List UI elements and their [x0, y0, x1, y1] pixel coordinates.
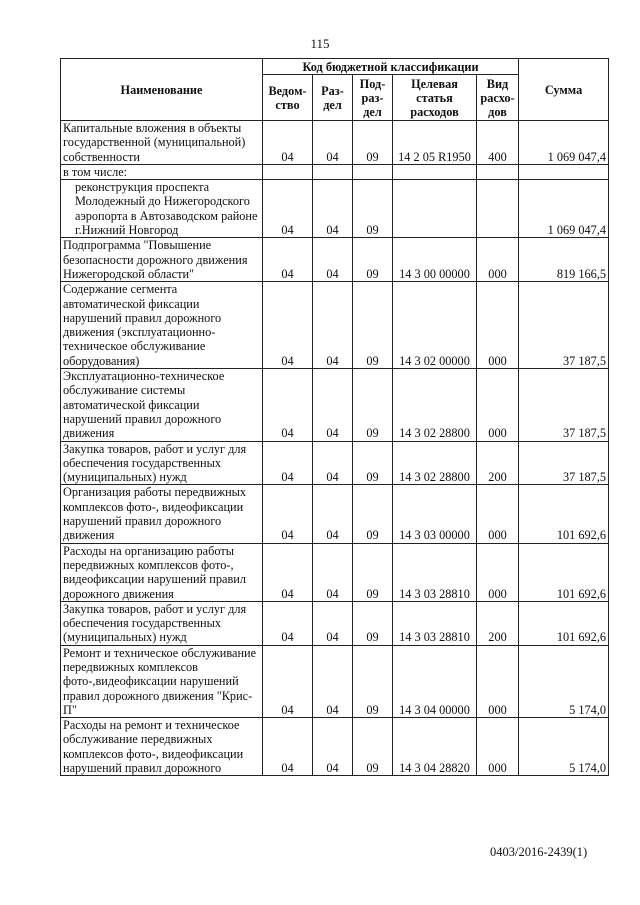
row-target-item: 14 2 05 R1950	[393, 121, 477, 165]
row-sum: 1 069 047,4	[519, 180, 609, 238]
row-section: 04	[313, 238, 353, 282]
row-name: Расходы на организацию работы передвижных комплексов фото-, видеофиксации нарушений правил дорожного движения	[61, 543, 263, 601]
row-department: 04	[263, 282, 313, 369]
row-department: 04	[263, 121, 313, 165]
row-subsection: 09	[353, 282, 393, 369]
table-row	[61, 238, 609, 282]
row-section: 04	[313, 543, 353, 601]
row-expense-type: 000	[477, 369, 519, 441]
table-row	[61, 369, 609, 441]
row-sum: 5 174,0	[519, 645, 609, 717]
row-expense-type: 000	[477, 282, 519, 369]
row-sum: 819 166,5	[519, 238, 609, 282]
header-sum: Сумма	[519, 59, 609, 121]
row-expense-type: 200	[477, 441, 519, 485]
row-sum: 37 187,5	[519, 441, 609, 485]
row-name: Расходы на ремонт и техническое обслуживание передвижных комплексов фото-, видеофиксации нарушений правил дорожного	[61, 718, 263, 776]
row-department: 04	[263, 601, 313, 645]
row-name: в том числе:	[61, 164, 263, 179]
row-target-item: 14 3 04 28820	[393, 718, 477, 776]
row-section: 04	[313, 601, 353, 645]
page-number: 115	[310, 36, 330, 51]
row-target-item: 14 3 03 28810	[393, 543, 477, 601]
row-section: 04	[313, 121, 353, 165]
row-expense-type: 000	[477, 543, 519, 601]
header-classification-code: Код бюджетной классификации	[263, 59, 519, 75]
table-row	[61, 441, 609, 485]
row-expense-type: 400	[477, 121, 519, 165]
row-target-item: 14 3 00 00000	[393, 238, 477, 282]
row-section: 04	[313, 718, 353, 776]
row-section	[313, 164, 353, 179]
table-row	[61, 164, 609, 179]
header-expense-type: Вид расхо-дов	[477, 75, 519, 121]
row-sum: 1 069 047,4	[519, 121, 609, 165]
budget-table	[60, 58, 609, 776]
header-subsection: Под-раз-дел	[353, 75, 393, 121]
document-number: 0403/2016-2439(1)	[490, 845, 588, 859]
row-section: 04	[313, 282, 353, 369]
row-sum: 101 692,6	[519, 485, 609, 543]
row-department: 04	[263, 485, 313, 543]
row-target-item: 14 3 02 28800	[393, 369, 477, 441]
row-subsection: 09	[353, 369, 393, 441]
table-row	[61, 121, 609, 165]
row-subsection: 09	[353, 601, 393, 645]
row-department: 04	[263, 441, 313, 485]
row-department	[263, 164, 313, 179]
row-section: 04	[313, 485, 353, 543]
row-expense-type: 000	[477, 238, 519, 282]
table-row	[61, 180, 609, 238]
header-name: Наименование	[61, 59, 263, 121]
row-department: 04	[263, 645, 313, 717]
row-subsection: 09	[353, 645, 393, 717]
row-expense-type: 000	[477, 718, 519, 776]
table-row	[61, 282, 609, 369]
row-department: 04	[263, 238, 313, 282]
row-subsection: 09	[353, 543, 393, 601]
row-section: 04	[313, 645, 353, 717]
row-department: 04	[263, 543, 313, 601]
header-department: Ведом-ство	[263, 75, 313, 121]
row-name: реконструкция проспекта Молодежный до Нижегородского аэропорта в Автозаводском районе г.Нижний Новгород	[61, 180, 263, 238]
row-expense-type	[477, 164, 519, 179]
row-name: Содержание сегмента автоматической фиксации нарушений правил дорожного движения (эксплуатационно-техническое обслуживание оборудования)	[61, 282, 263, 369]
row-target-item: 14 3 03 00000	[393, 485, 477, 543]
row-subsection: 09	[353, 121, 393, 165]
row-department: 04	[263, 718, 313, 776]
row-department: 04	[263, 369, 313, 441]
row-name: Подпрограмма "Повышение безопасности дорожного движения Нижегородской области"	[61, 238, 263, 282]
row-subsection: 09	[353, 238, 393, 282]
table-row	[61, 485, 609, 543]
row-section: 04	[313, 180, 353, 238]
row-subsection: 09	[353, 180, 393, 238]
row-target-item: 14 3 03 28810	[393, 601, 477, 645]
row-section: 04	[313, 369, 353, 441]
row-target-item: 14 3 04 00000	[393, 645, 477, 717]
row-section: 04	[313, 441, 353, 485]
row-name: Эксплуатационно-техническое обслуживание системы автоматической фиксации нарушений правил дорожного движения	[61, 369, 263, 441]
row-department: 04	[263, 180, 313, 238]
table-row	[61, 601, 609, 645]
row-name: Капитальные вложения в объекты государственной (муниципальной) собственности	[61, 121, 263, 165]
header-target-item: Целевая статья расходов	[393, 75, 477, 121]
row-target-item: 14 3 02 28800	[393, 441, 477, 485]
row-name: Ремонт и техническое обслуживание передвижных комплексов фото-,видеофиксации нарушений правил дорожного движения "Крис-П"	[61, 645, 263, 717]
row-expense-type: 000	[477, 485, 519, 543]
table-row	[61, 718, 609, 776]
row-target-item: 14 3 02 00000	[393, 282, 477, 369]
row-target-item	[393, 164, 477, 179]
row-name: Закупка товаров, работ и услуг для обеспечения государственных (муниципальных) нужд	[61, 601, 263, 645]
row-sum: 5 174,0	[519, 718, 609, 776]
table-row	[61, 645, 609, 717]
row-expense-type: 200	[477, 601, 519, 645]
row-expense-type	[477, 180, 519, 238]
row-sum: 37 187,5	[519, 369, 609, 441]
row-sum: 37 187,5	[519, 282, 609, 369]
header-section: Раз-дел	[313, 75, 353, 121]
row-name: Организация работы передвижных комплексов фото-, видеофиксации нарушений правил дорожного движения	[61, 485, 263, 543]
row-sum: 101 692,6	[519, 601, 609, 645]
row-expense-type: 000	[477, 645, 519, 717]
row-target-item	[393, 180, 477, 238]
table-row	[61, 543, 609, 601]
row-subsection	[353, 164, 393, 179]
row-subsection: 09	[353, 441, 393, 485]
row-subsection: 09	[353, 485, 393, 543]
row-subsection: 09	[353, 718, 393, 776]
row-sum	[519, 164, 609, 179]
row-name: Закупка товаров, работ и услуг для обеспечения государственных (муниципальных) нужд	[61, 441, 263, 485]
row-sum: 101 692,6	[519, 543, 609, 601]
